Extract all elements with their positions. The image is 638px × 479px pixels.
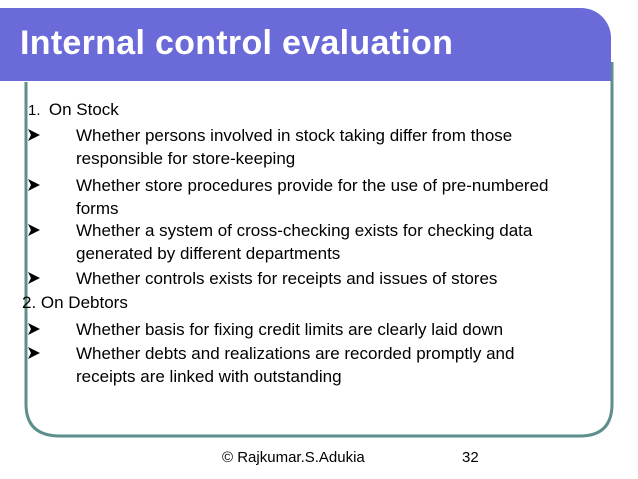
footer-author: © Rajkumar.S.Adukia xyxy=(222,449,365,466)
list-item xyxy=(76,124,512,170)
list-item xyxy=(76,318,503,341)
list-item-line: responsible for store-keeping xyxy=(76,149,296,168)
page-number: 32 xyxy=(462,449,479,466)
list-item-line: Whether persons involved in stock taking differ from those xyxy=(76,126,513,145)
section-heading-debtors: 2. On Debtors xyxy=(22,293,128,312)
arrow-bullet-icon xyxy=(27,271,41,285)
arrow-bullet-icon xyxy=(27,128,41,142)
list-item-line: forms xyxy=(76,199,119,218)
arrow-bullet-icon xyxy=(27,223,41,237)
arrow-bullet-icon xyxy=(27,346,41,360)
slide-title: Internal control evaluation xyxy=(20,24,454,62)
list-item-line: Whether a system of cross-checking exists for checking data xyxy=(76,221,533,240)
list-item xyxy=(76,342,514,388)
section-number: 1. xyxy=(28,102,41,119)
section-heading-stock xyxy=(28,100,119,120)
list-item-line: Whether controls exists for receipts and issues of stores xyxy=(76,269,498,288)
arrow-bullet-icon xyxy=(27,178,41,192)
list-item-line: Whether debts and realizations are recorded promptly and xyxy=(76,344,515,363)
list-item-line: Whether store procedures provide for the use of pre-numbered xyxy=(76,176,549,195)
arrow-bullet-icon xyxy=(27,322,41,336)
list-item xyxy=(76,174,548,220)
list-item xyxy=(76,219,532,265)
list-item-line: receipts are linked with outstanding xyxy=(76,367,342,386)
list-item-line: Whether basis for fixing credit limits are clearly laid down xyxy=(76,320,504,339)
list-item-line: generated by different departments xyxy=(76,244,341,263)
list-item xyxy=(76,267,497,290)
section-title: On Stock xyxy=(48,100,119,119)
